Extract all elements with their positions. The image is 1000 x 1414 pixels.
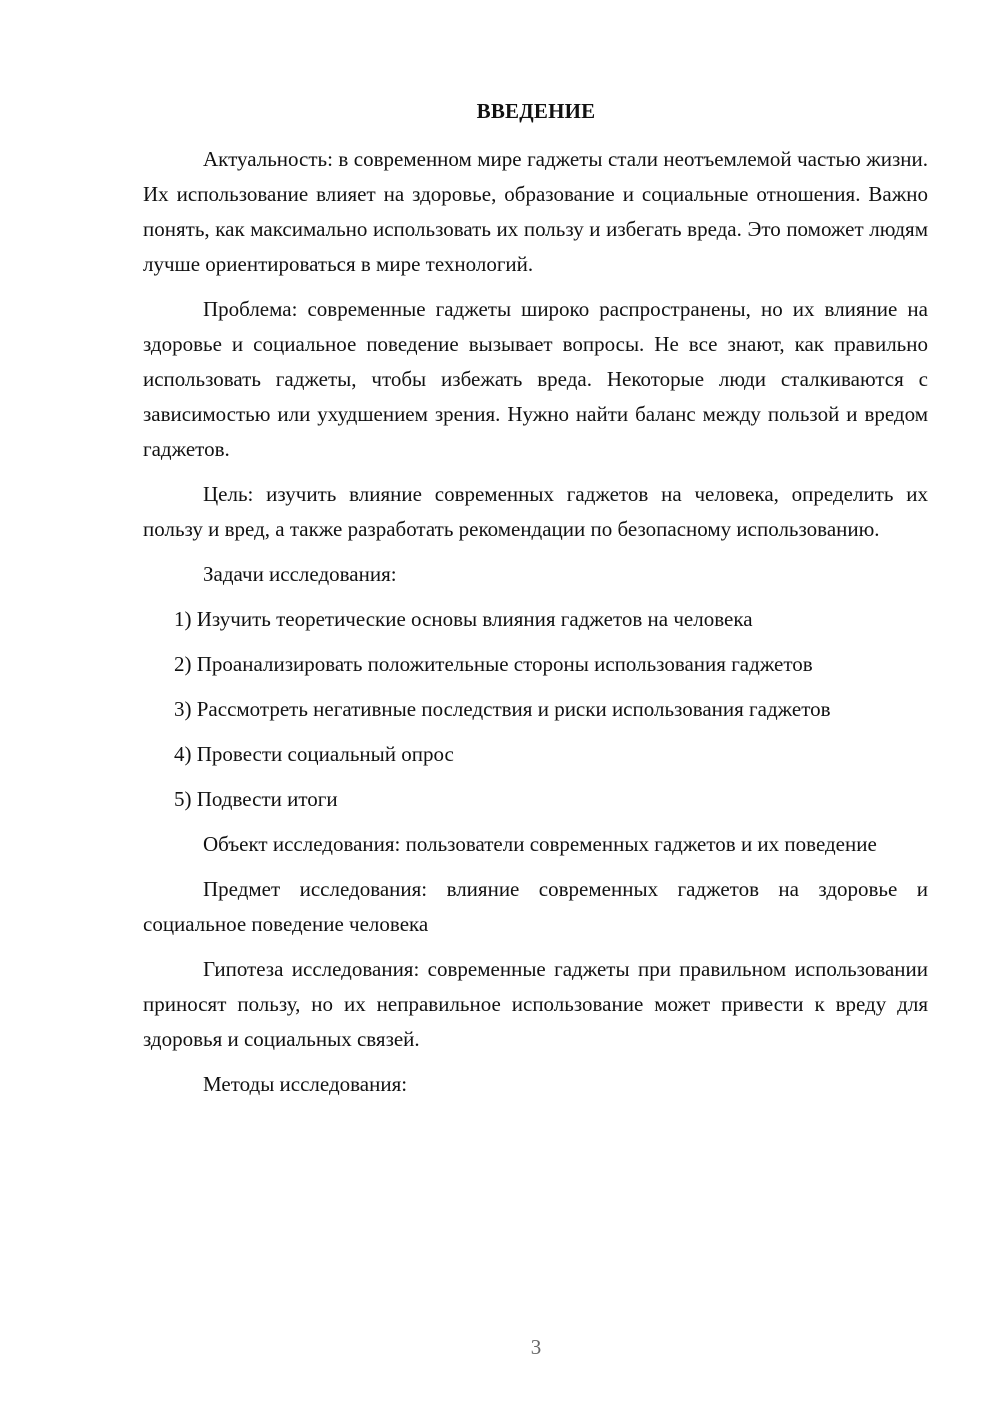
task-item-4: 4) Провести социальный опрос <box>174 742 454 766</box>
section-heading: ВВЕДЕНИЕ <box>476 99 596 123</box>
relevance-paragraph: Актуальность: в современном мире гаджеты стали неотъемлемой частью жизни. Их использование влияет на здоровье, образование и социальные отношения. Важно понять, как максимально использовать их пользу и избегать вреда. Это поможет людям лучше ориентироваться в мире технологий. <box>143 147 928 276</box>
methods-title: Методы исследования: <box>203 1072 408 1096</box>
task-item-2: 2) Проанализировать положительные стороны использования гаджетов <box>174 652 813 676</box>
task-item-3: 3) Рассмотреть негативные последствия и риски использования гаджетов <box>174 697 831 721</box>
goal-paragraph: Цель: изучить влияние современных гаджетов на человека, определить их пользу и вред, а также разработать рекомендации по безопасному использованию. <box>143 482 928 541</box>
page-number: 3 <box>530 1335 542 1359</box>
hypothesis-paragraph: Гипотеза исследования: современные гаджеты при правильном использовании приносят пользу, но их неправильное использование может привести к вреду для здоровья и социальных связей. <box>143 957 928 1051</box>
subject-paragraph: Предмет исследования: влияние современных гаджетов на здоровье и социальное поведение человека <box>143 877 928 936</box>
task-item-1: 1) Изучить теоретические основы влияния гаджетов на человека <box>174 607 753 631</box>
object-paragraph: Объект исследования: пользователи современных гаджетов и их поведение <box>203 832 877 856</box>
problem-paragraph: Проблема: современные гаджеты широко распространены, но их влияние на здоровье и социальное поведение вызывает вопросы. Не все знают, как правильно использовать гаджеты, чтобы избежать вреда. Некоторые люди сталкиваются с зависимостью или ухудшением зрения. Нужно найти баланс между пользой и вредом гаджетов. <box>143 297 928 461</box>
document-body <box>143 142 928 1102</box>
task-item-5: 5) Подвести итоги <box>174 787 338 811</box>
tasks-title: Задачи исследования: <box>203 562 397 586</box>
